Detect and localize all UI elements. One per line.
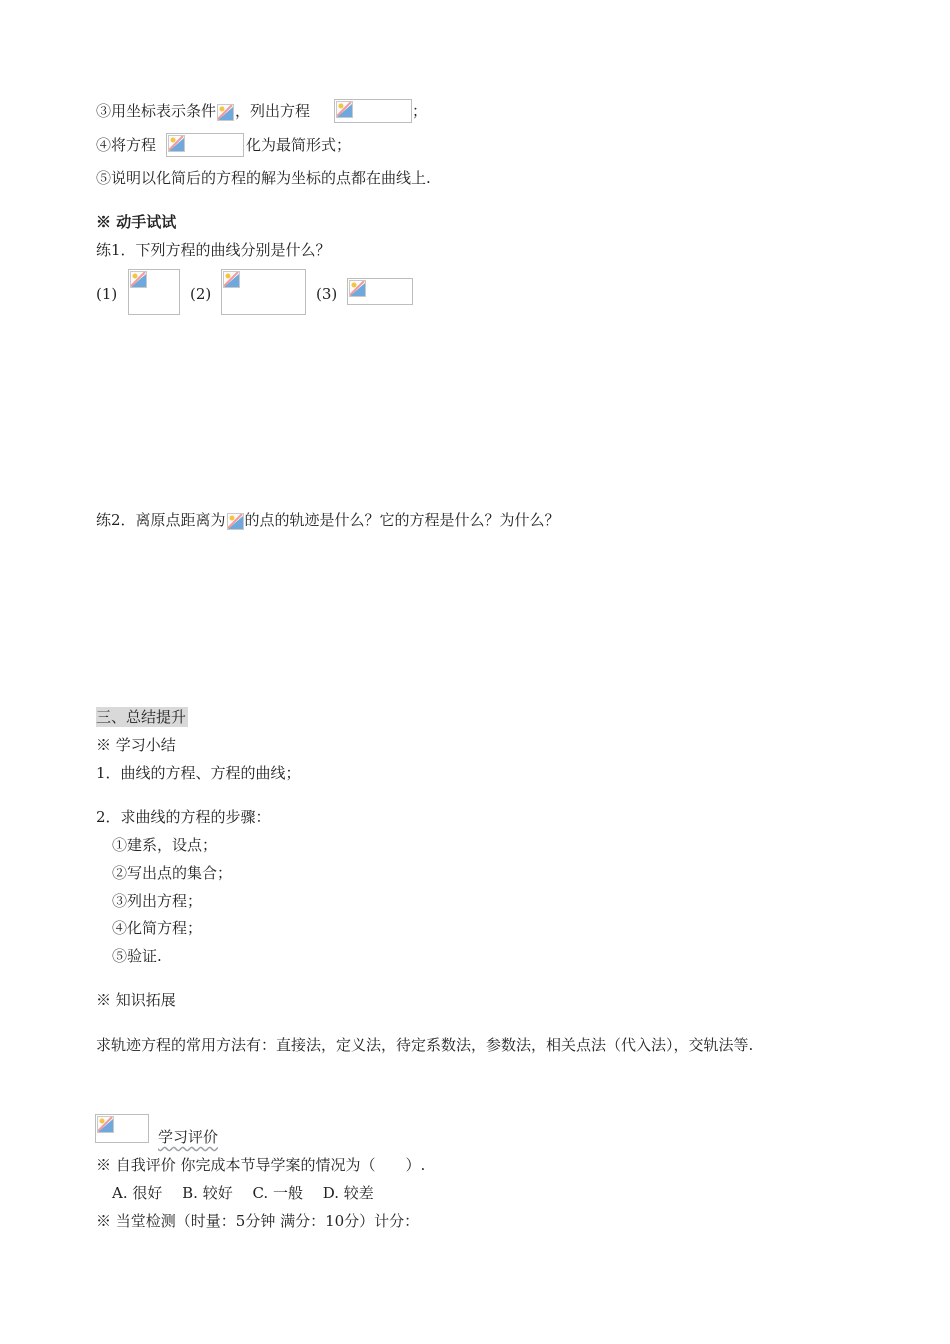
knowledge-extension-text: 求轨迹方程的常用方法有：直接法，定义法，待定系数法，参数法，相关点法（代入法），交轨法等. <box>96 1036 754 1054</box>
summary-step: ⑤验证. <box>112 947 162 965</box>
in-class-test: ※ 当堂检测（时量：5分钟 满分：10分）计分： <box>96 1212 420 1230</box>
broken-image-icon <box>130 271 147 288</box>
equation-image-2 <box>221 269 306 315</box>
step-3-text-c: ； <box>412 102 428 120</box>
self-evaluation-options: A. 很好 B. 较好 C. 一般 D. 较差 <box>112 1184 374 1202</box>
broken-image-icon <box>97 1116 114 1133</box>
summary-step: ③列出方程； <box>112 892 203 910</box>
option-1-label: (1) <box>96 285 118 303</box>
option-2-label: (2) <box>190 285 212 303</box>
step-5: ⑤说明以化简后的方程的解为坐标的点都在曲线上. <box>96 169 431 187</box>
step-3-text-a: ③用坐标表示条件 <box>96 102 217 120</box>
formula-image <box>166 133 244 157</box>
evaluation-title: 学习评价 <box>158 1128 219 1146</box>
self-evaluation: ※ 自我评价 你完成本节导学案的情况为（ ）. <box>96 1156 426 1174</box>
broken-image-icon <box>168 135 185 152</box>
summary-step: ①建系，设点； <box>112 836 218 854</box>
summary-item-2: 2．求曲线的方程的步骤： <box>96 808 271 826</box>
step-3 <box>96 101 310 122</box>
equation-image-1 <box>128 269 180 315</box>
broken-image-icon <box>336 101 353 118</box>
exercise-2-text-b: 的点的轨迹是什么？它的方程是什么？为什么？ <box>244 511 560 529</box>
try-heading: ※ 动手试试 <box>96 213 177 231</box>
exercise-2-text-a: 练2．离原点距离为 <box>96 511 226 529</box>
summary-item-1: 1．曲线的方程、方程的曲线； <box>96 764 301 782</box>
step-4-text-a: ④将方程 <box>96 136 157 154</box>
broken-image-icon <box>223 271 240 288</box>
summary-step: ②写出点的集合； <box>112 864 233 882</box>
broken-image-icon <box>217 104 234 121</box>
step-4-text-b: 化为最简形式； <box>246 136 352 154</box>
evaluation-banner-image <box>95 1114 149 1143</box>
equation-image-3 <box>347 278 413 305</box>
formula-image <box>226 512 245 531</box>
formula-image <box>334 99 412 123</box>
option-3-label: (3) <box>316 285 338 303</box>
formula-image <box>216 103 235 122</box>
section-heading-summary: 三、总结提升 <box>96 708 187 726</box>
knowledge-extension-heading: ※ 知识拓展 <box>96 991 176 1009</box>
exercise-2-question <box>96 510 560 531</box>
study-summary-heading: ※ 学习小结 <box>96 736 176 754</box>
summary-step: ④化简方程； <box>112 919 203 937</box>
step-3-text-b: ，列出方程 <box>235 102 311 120</box>
exercise-1-question: 练1．下列方程的曲线分别是什么？ <box>96 241 331 259</box>
broken-image-icon <box>227 513 244 530</box>
broken-image-icon <box>349 280 366 297</box>
